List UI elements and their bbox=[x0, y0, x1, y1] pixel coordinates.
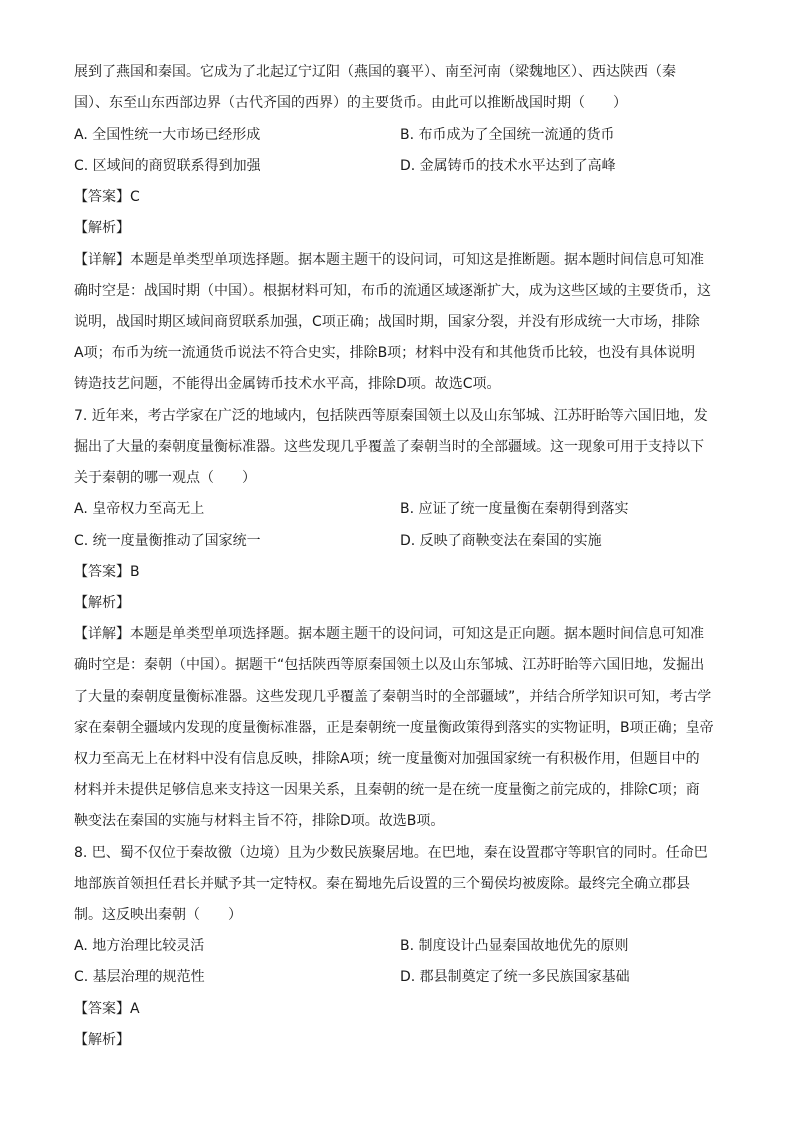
q6-detail-line-4: A项；布币为统一流通货币说法不符合史实，排除B项；材料中没有和其他货币比较，也没有具体说明 bbox=[74, 345, 696, 361]
q7-detail-line-7: 鞅变法在秦国的实施与材料主旨不符，排除D项。故选B项。 bbox=[74, 813, 445, 829]
q6-stem-line-1: 展到了燕国和秦国。它成为了北起辽宁辽阳（燕国的襄平）、南至河南（梁魏地区）、西达陕西（秦 bbox=[74, 64, 676, 80]
q6-analysis-label: 【解析】 bbox=[74, 220, 130, 236]
q7-detail-line-2: 确时空是：秦朝（中国）。据题干“包括陕西等原秦国领土以及山东邹城、江苏盱眙等六国旧地，发掘出 bbox=[74, 657, 705, 673]
q6-option-b: B. 布币成为了全国统一流通的货币 bbox=[400, 127, 615, 143]
q8-analysis-label: 【解析】 bbox=[74, 1032, 130, 1048]
q7-detail-line-5: 权力至高无上在材料中没有信息反映，排除A项；统一度量衡对加强国家统一有积极作用，但题目中的 bbox=[74, 751, 700, 767]
q8-option-d: D. 郡县制奠定了统一多民族国家基础 bbox=[400, 969, 630, 985]
q8-option-c: C. 基层治理的规范性 bbox=[74, 969, 205, 985]
q7-detail-line-6: 材料并未提供足够信息来支持这一因果关系，且秦朝的统一是在统一度量衡之前完成的，排除C项；商 bbox=[74, 782, 700, 798]
q6-option-c: C. 区域间的商贸联系得到加强 bbox=[74, 158, 261, 174]
q7-option-b: B. 应证了统一度量衡在秦朝得到落实 bbox=[400, 501, 629, 517]
q7-stem-line-3: 关于秦朝的哪一观点（ ） bbox=[74, 470, 256, 486]
q7-detail-line-3: 了大量的秦朝度量衡标准器。这些发现几乎覆盖了秦朝当时的全部疆域”，并结合所学知识可知，考古学 bbox=[74, 689, 712, 705]
q7-detail-line-4: 家在秦朝全疆域内发现的度量衡标准器，正是秦朝统一度量衡政策得到落实的实物证明，B项正确；皇帝 bbox=[74, 720, 714, 736]
q6-option-d: D. 金属铸币的技术水平达到了高峰 bbox=[400, 158, 616, 174]
q7-option-a: A. 皇帝权力至高无上 bbox=[74, 501, 205, 517]
q7-answer: 【答案】B bbox=[74, 564, 140, 580]
q6-answer: 【答案】C bbox=[74, 189, 140, 205]
q8-stem-line-3: 制。这反映出秦朝（ ） bbox=[74, 907, 242, 923]
q8-stem-line-2: 地部族首领担任君长并赋予其一定特权。秦在蜀地先后设置的三个蜀侯均被废除。最终完全确立郡县 bbox=[74, 876, 690, 892]
q6-detail-line-2: 确时空是：战国时期（中国）。根据材料可知，布币的流通区域逐渐扩大，成为这些区域的主要货币，这 bbox=[74, 283, 711, 299]
q6-option-a: A. 全国性统一大市场已经形成 bbox=[74, 127, 261, 143]
q6-stem-line-2: 国）、东至山东西部边界（古代齐国的西界）的主要货币。由此可以推断战国时期（ ） bbox=[74, 95, 627, 111]
q6-detail-line-3: 说明，战国时期区域间商贸联系加强，C项正确；战国时期，国家分裂，并没有形成统一大市场，排除 bbox=[74, 314, 700, 330]
q7-detail-line-1: 【详解】本题是单类型单项选择题。据本题主题干的设问词，可知这是正向题。据本题时间信息可知准 bbox=[74, 626, 704, 642]
q7-option-c: C. 统一度量衡推动了国家统一 bbox=[74, 533, 261, 549]
q7-option-d: D. 反映了商鞅变法在秦国的实施 bbox=[400, 533, 602, 549]
q6-detail-line-5: 铸造技艺问题，不能得出金属铸币技术水平高，排除D项。故选C项。 bbox=[74, 376, 501, 392]
q7-stem-line-2: 掘出了大量的秦朝度量衡标准器。这些发现几乎覆盖了秦朝当时的全部疆域。这一现象可用于支持以下 bbox=[74, 439, 704, 455]
q7-stem-line-1: 7. 近年来，考古学家在广泛的地域内，包括陕西等原秦国领土以及山东邹城、江苏盱眙等六国旧地，发 bbox=[74, 408, 708, 424]
q8-answer: 【答案】A bbox=[74, 1001, 140, 1017]
q8-option-b: B. 制度设计凸显秦国故地优先的原则 bbox=[400, 938, 629, 954]
q8-option-a: A. 地方治理比较灵活 bbox=[74, 938, 205, 954]
q8-stem-line-1: 8. 巴、蜀不仅位于秦故徼（边境）且为少数民族聚居地。在巴地，秦在设置郡守等职官的同时。任命巴 bbox=[74, 845, 708, 861]
q7-analysis-label: 【解析】 bbox=[74, 595, 130, 611]
q6-detail-line-1: 【详解】本题是单类型单项选择题。据本题主题干的设问词，可知这是推断题。据本题时间信息可知准 bbox=[74, 252, 704, 268]
